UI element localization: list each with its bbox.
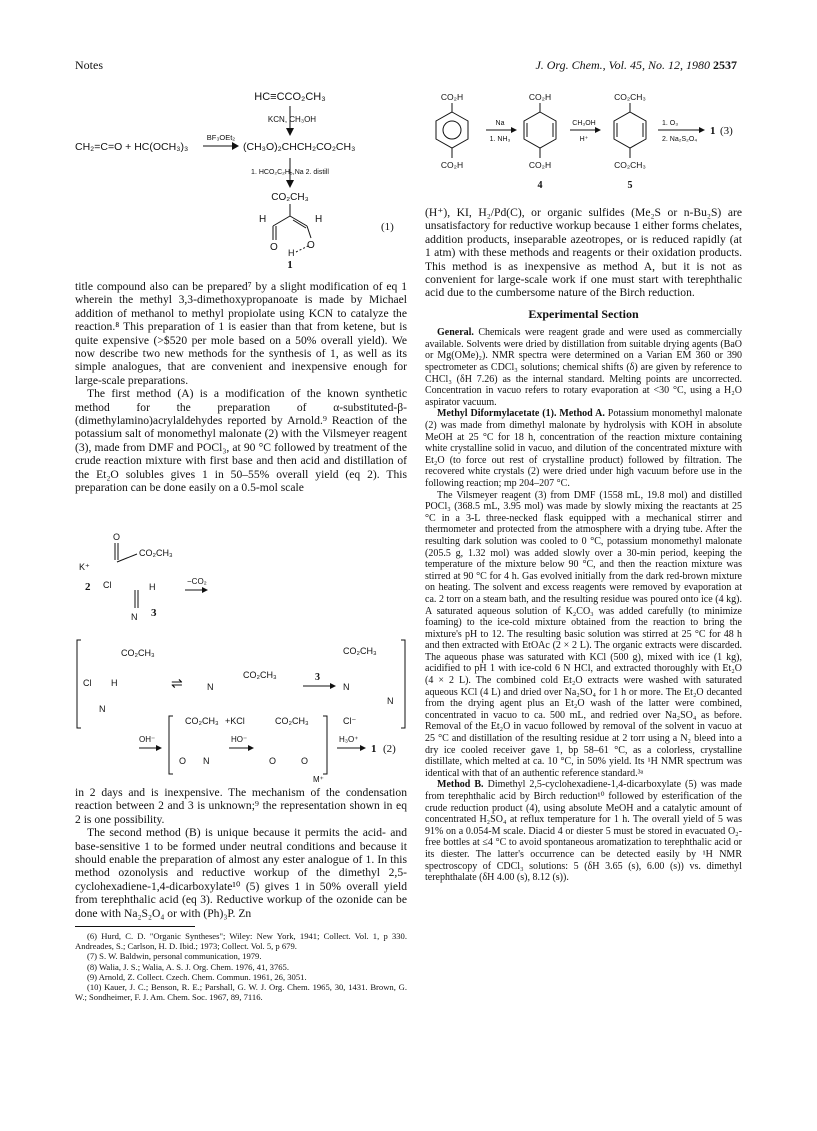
left-column-bottom	[75, 786, 407, 1002]
hydronium-label: H₃O⁺	[339, 735, 359, 744]
ring3	[614, 112, 646, 148]
section-heading-experimental: Experimental Section	[528, 306, 639, 321]
footnote-rule	[75, 926, 195, 927]
formylation-reagents: 1. HCO₂C₂H₅,Na 2. distill	[251, 169, 329, 176]
ozonolysis-reagent-1: 1. O₃	[662, 120, 679, 127]
michael-reagents: KCN, CH₃OH	[267, 115, 317, 124]
esterify-reagent-2: H⁺	[579, 136, 589, 143]
eq3-product: 1	[710, 125, 716, 137]
compound-2-label: 2	[85, 581, 91, 593]
compound-5-label: 5	[627, 180, 633, 191]
scheme-2-hydrolysis	[75, 712, 407, 784]
method-b-text: Dimethyl 2,5-cyclohexadiene-1,4-dicarboxylate (5) was made from terephthalic acid by Birch reduction¹⁰ followed by esterification of the crude reduction product (4), using absolute MeOH and a catalytic amount of concentrated H₂SO₄ at reflux temperature for 1 h. The overall yield of 5 was 91% on a 0.054-M scale. Diacid 4 or diester 5 must be stored in evacuated O₂-free bottles at ≤4 °C to avoid spontaneous aromatization to terephthalic acid or its diester. The latter's occurrence can be detected easily by ¹H NMR spectroscopy of CDCl₃ solutions: 5 (δH 3.65 (s), 6.00 (s)) vs. dimethyl terephthalate (δH 4.00 (s), 8.12 (s)).	[425, 779, 742, 884]
eq2-product: 1	[371, 743, 377, 755]
compound-3-label: 3	[151, 607, 157, 619]
iminium-n: N	[343, 682, 350, 692]
bracket-2-left	[169, 716, 173, 774]
malonate-backbone	[117, 554, 137, 562]
arrow-head-1	[286, 128, 294, 136]
arrow-head-decarbox	[202, 587, 208, 593]
eq3-number: (3)	[720, 125, 733, 137]
vilsmeyer-h: H	[149, 582, 156, 592]
paragraph-workup: (H⁺), KI, H₂/Pd(C), or organic sulfides (Me₂S or n-Bu₂S) are unsatisfactory for reductive workup because 1 either forms chelates, addition products, inseparable azeotropes, or is reduced rapidly (at 1 atm) with these methods and reagents or their oxidation products. This method is as inexpensive as method A, but it is not as convenient for large-scale work if one must start with terephthalic acid due to the cumbersome nature of the Birch reduction.	[425, 206, 742, 300]
potassium-ion: K⁺	[79, 562, 90, 572]
hydrolysis-n: N	[203, 756, 210, 766]
page-number: 2537	[713, 58, 737, 72]
paragraph-method-b-exp	[425, 779, 742, 883]
equilibrium-arrows: ⇌	[171, 675, 183, 691]
chloride-counterion: Cl⁻	[343, 716, 357, 726]
hydrolysis-o-1: O	[179, 756, 187, 766]
arrow-head-oh	[156, 745, 162, 751]
eq2-number: (2)	[383, 743, 396, 755]
iminium-n-2: N	[387, 696, 394, 706]
running-head-left: Notes	[75, 58, 103, 72]
bond-right	[290, 216, 307, 226]
ring3-top: CO₂CH₃	[614, 92, 646, 102]
arrow-head-h3o	[360, 745, 366, 751]
arrow-head-esterify	[595, 127, 601, 133]
birch-reagent-2: 1. NH₃	[489, 136, 511, 143]
intermediate-n: N	[99, 704, 106, 714]
kcl-byproduct: +KCl	[225, 716, 245, 726]
general-text: Chemicals were reagent grade and were used as commercially available. Solvents were dried by distillation from suitable drying agents (BaO or Mg(OMe)₂). NMR spectra were determined on a Varian EM 360 or 390 spectrometer as CDCl₃ solutions; chemical shifts (δ) are given by reference to CHCl₃ (δH 7.26) as the internal standard. Melting points are uncorrected. Concentration in vacuo refers to rotary evaporation at <30 °C, using a H₂O aspirator vacuum.	[425, 327, 743, 408]
ring1-top: CO₂H	[440, 92, 464, 102]
h-chelate: H	[288, 248, 295, 258]
co2-loss: −CO₂	[187, 577, 207, 586]
run-in-method-b: Method B.	[437, 779, 484, 791]
bond-left	[273, 216, 290, 226]
ring3-bottom: CO₂CH₃	[614, 160, 646, 170]
h-right: H	[315, 214, 323, 225]
o-left: O	[270, 242, 278, 253]
paragraph-general	[425, 327, 742, 408]
arrow-head-birch	[511, 127, 517, 133]
birch-reagent-1: Na	[495, 120, 505, 127]
acetal-product: (CH₃O)₂CHCH₂CO₂CH₃	[243, 141, 356, 153]
metal-cation: M⁺	[313, 775, 324, 784]
intermediate-h: H	[111, 678, 118, 688]
footnote-10: (10) Kauer, J. C.; Benson, R. E.; Parshall, G. W. J. Org. Chem. 1965, 30, 1431. Brown, G. W.; Sondheimer, F. J. Am. Chem. Soc. 1967, 89, 7116.	[75, 982, 407, 1003]
bond-enol	[307, 226, 311, 238]
arrow-head-3b	[330, 683, 336, 689]
paragraph-method-b: The second method (B) is unique because it permits the acid- and base-sensitive 1 to be formed under neutral conditions and because it should enable the preparation of almost any ester analogue of 1. In this method ozonolysis and reductive workup of the dimethyl 2,5-cyclohexadiene-1,4-dicarboxylate¹⁰ (5) gives 1 in 50% overall yield from terephthalic acid (eq 3). Reductive workup of the ozonide can be done with Na₂S₂O₄ or with (Ph)₃P. Zn	[75, 826, 407, 920]
ring2	[524, 112, 556, 148]
hydrolysis-o-2: O	[269, 756, 277, 766]
ring1-bottom: CO₂H	[440, 160, 464, 170]
eq1-number: (1)	[381, 221, 394, 233]
intermediate-cl: Cl	[83, 678, 92, 688]
hydrolysis-ester-1: CO₂CH₃	[185, 716, 219, 726]
ho-label: HO⁻	[231, 735, 248, 744]
journal-citation: J. Org. Chem., Vol. 45, No. 12, 1980	[535, 58, 710, 72]
method-a-text: Potassium monomethyl malonate (2) was made from dimethyl malonate by hydrolysis with KOH in absolute MeOH at 25 °C for 18 h, concentration of the reaction mixture containing white crystalline solid in vacuo, and dilution of the concentrated mixture with Et₂O (to force out rest of crystalline product) followed by filtration. The recovered white crystals (2) were dried under high vacuum before use in the following reaction; mp 204–207 °C.	[425, 408, 743, 489]
chloride-atom: Cl	[103, 580, 112, 590]
scheme-1	[75, 80, 405, 270]
malonate-ester: CO₂CH₃	[139, 548, 173, 558]
ring1-aromatic	[443, 121, 461, 139]
enamine-ester: CO₂CH₃	[243, 670, 277, 680]
ester-substituent: CO₂CH₃	[271, 192, 309, 203]
paragraph-vilsmeyer: The Vilsmeyer reagent (3) from DMF (1558 mL, 19.8 mol) and distilled POCl₃ (368.5 mL, 3.95 mol) was made by slowly mixing the reactants at 25 °C in a 3-L three-necked flask equipped with a mechanical stirrer and thermometer and protected from the atmosphere with a drying tube. After the resulting dark solution was cooled to 0 °C, potassium monomethyl malonate (205.5 g, 1.32 mol) was added slowly over a 30-min period, keeping the temperature of the mixture below 90 °C, and then the reaction mixture was stirred at 90 °C for 4 h. Gas evolved initially from the dark red-brown mixture on heating. The solvent and excess reagents were removed by evaporation at ca. 2 torr on a steam bath, and the resulting residue was poured onto ice (4 kg). A saturated aqueous solution of K₂CO₃ was added carefully (to minimize foaming) to the ice-cold mixture obtained from the reaction to bring the mixture's pH to 12. The resulting basic solution was stirred at 25 °C for 48 h and then extracted with EtOAc (2 × 2 L). The organic extracts were discarded. The aqueous phase was saturated with KCl (500 g), mixed with ice (1 kg), acidified to pH 1 with ice-cold 6 N HCl, and extracted thoroughly with Et₂O (4 × 2 L). The combined cold Et₂O extracts were washed with saturated aqueous KCl (4 L) and dried over Na₂SO₄ for 1 h or more. The Et₂O decanted from the drying agent plus an Et₂O wash of the latter were combined, concentrated in vacuo to ca. 500 mL, and redried over Na₂SO₄ as before. Removal of the Et₂O in vacuo followed by removal of the solvent in vacuo at 25 °C and distillation of the resulting residue at 2 torr using a N₂ bleed into a dry ice cooled receiver gave 1, bp 58–61 °C, as a colorless, crystalline distillate, which melted at ca. 10 °C, in 50% yield. Its ¹H NMR spectrum was identical with that of an authentic reference standard.³ᵃ	[425, 489, 742, 779]
arrow-head-ozonolysis	[699, 127, 705, 133]
paragraph-intro: title compound also can be prepared⁷ by a slight modification of eq 1 wherein the methyl 3,3-dimethoxypropanoate is made by Michael addition of methanol to methyl propiolate using KCN to catalyze the reaction.⁸ This preparation of 1 is easier than that from ketene, but is quite expensive (>$520 per mole based on a 50% overall yield). We now describe two new methods for the synthesis of 1, as well as its simple analogues, that are convenient and inexpensive enough for large-scale preparations.	[75, 280, 407, 387]
footnote-9: (9) Arnold, Z. Collect. Czech. Chem. Commun. 1961, 26, 3051.	[87, 971, 307, 982]
paragraph-method-a: The first method (A) is a modification of the known synthetic method for the preparation of α-substituted-β-(dimethylamino)acrylaldehydes reported by Arnold.⁹ Reaction of the potassium salt of monomethyl malonate (2) with the Vilsmeyer reagent (3), made from DMF and POCl₃, at 90 °C followed by treatment of the crude reaction mixture with first base and then acid and distillation of the Et₂O solubles gives 1 in 50–55% overall yield (eq 2). This preparation can be done easily on a 0.5-mol scale	[75, 387, 407, 495]
enamine-n: N	[207, 682, 214, 692]
footnote-7: (7) S. W. Baldwin, personal communication, 1979.	[87, 951, 262, 962]
paragraph-method-a-exp	[425, 408, 742, 489]
arrow-head-2	[232, 142, 239, 150]
reagent-3-label: 3	[315, 672, 320, 683]
hydroxide-label: OH⁻	[139, 735, 156, 744]
ring2-top: CO₂H	[528, 92, 552, 102]
intermediate-ester: CO₂CH₃	[121, 648, 155, 658]
h-left: H	[259, 214, 267, 225]
run-in-method-a: Methyl Diformylacetate (1). Method A.	[437, 408, 605, 420]
compound-4-label: 4	[537, 180, 543, 191]
running-head-right	[535, 58, 737, 73]
footnote-8: (8) Walia, J. S.; Walia, A. S. J. Org. Chem. 1976, 41, 3765.	[87, 961, 289, 972]
compound-1-label: 1	[287, 259, 293, 270]
bf3-catalyst: BF₃OEt₂	[206, 133, 236, 142]
ring2-bottom: CO₂H	[528, 160, 552, 170]
hydrolysis-ester-2: CO₂CH₃	[275, 716, 309, 726]
right-column	[425, 206, 742, 884]
left-column-top	[75, 280, 407, 495]
arrow-head-3	[286, 180, 294, 188]
ozonolysis-reagent-2: 2. Na₂S₂O₄	[662, 136, 698, 143]
ketene-reactants: CH₂=C=O + HC(OCH₃)₃	[75, 141, 189, 153]
iminium-ester: CO₂CH₃	[343, 646, 377, 656]
run-in-general: General.	[437, 327, 474, 339]
methyl-propiolate-label: HC≡CCO₂CH₃	[254, 91, 326, 103]
esterify-reagent-1: CH₃OH	[572, 120, 596, 127]
o-right: O	[307, 240, 315, 251]
carboxylate-o: O	[113, 532, 121, 542]
vilsmeyer-n: N	[131, 612, 138, 622]
hydrolysis-o-3: O	[301, 756, 309, 766]
paragraph-mechanism: in 2 days and is inexpensive. The mechanism of the condensation reaction between 2 and 3 is unknown;⁹ the representation shown in eq 2 is one possibility.	[75, 786, 407, 826]
bracket-2-right	[323, 716, 327, 774]
ring1	[436, 112, 468, 148]
arrow-head-ho	[248, 745, 254, 751]
scheme-3	[430, 88, 742, 198]
footnote-6: (6) Hurd, C. D. "Organic Syntheses"; Wiley: New York, 1941; Collect. Vol. 1, p 330. Andreades, S.; Carlson, H. D. Ibid.; 1973; Collect. Vol. 5, p 679.	[75, 931, 407, 952]
